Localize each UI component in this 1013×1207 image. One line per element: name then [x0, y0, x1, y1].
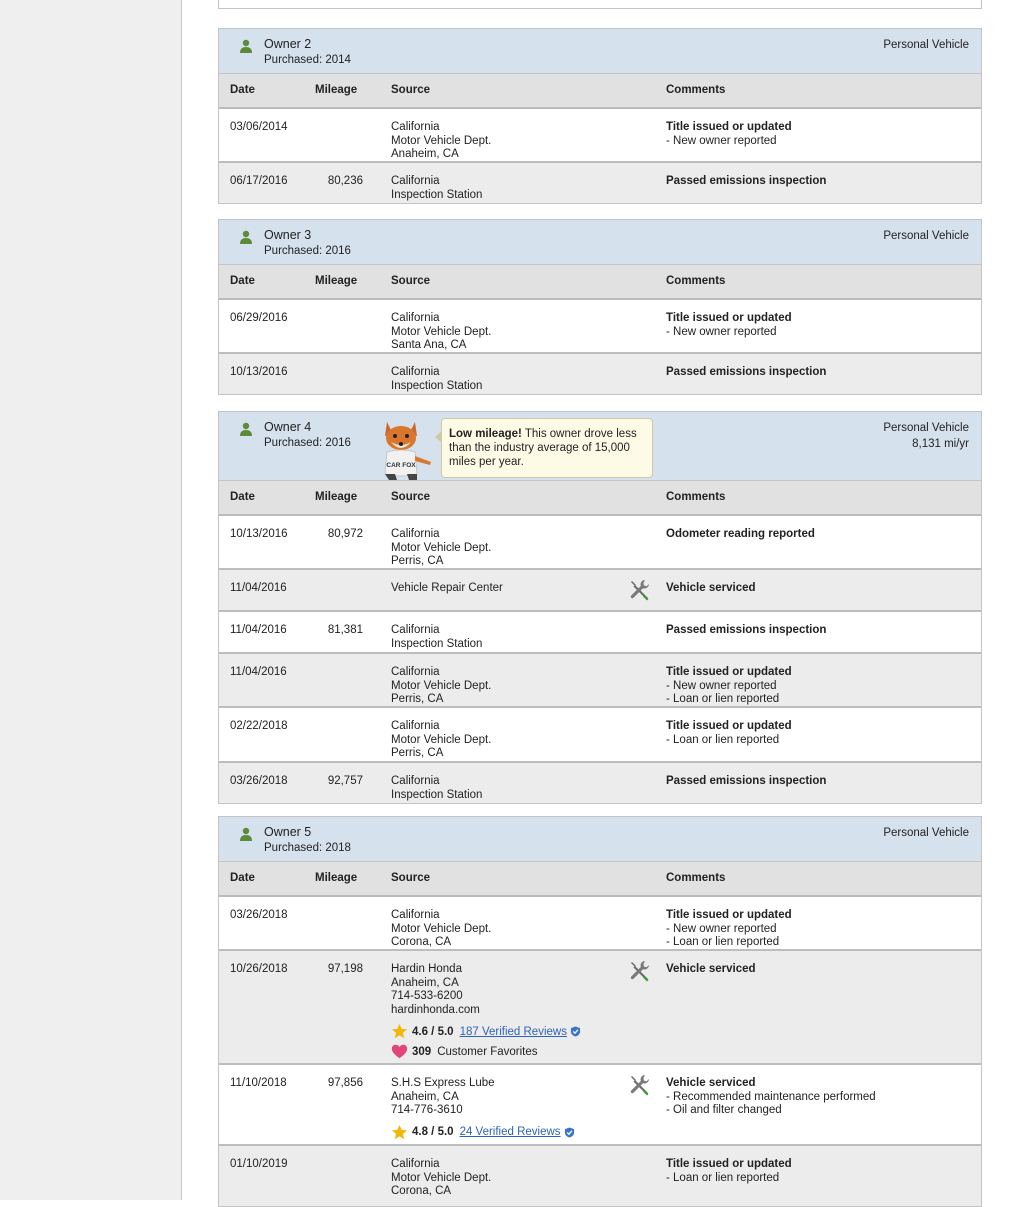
- owner-title: Owner 2: [264, 37, 312, 51]
- source-line: Hardin Honda: [391, 963, 462, 975]
- source-line: California: [391, 366, 440, 378]
- source-line: California: [391, 528, 440, 540]
- column-header-comments: Comments: [666, 872, 726, 884]
- owner-block: [218, 816, 982, 1207]
- vehicle-type-label: Personal Vehicle: [883, 422, 969, 434]
- row-date: 06/29/2016: [230, 312, 288, 324]
- row-date: 11/10/2018: [230, 1077, 287, 1089]
- history-row: [219, 897, 981, 951]
- column-header-comments: Comments: [666, 84, 726, 96]
- row-source: [391, 121, 491, 162]
- source-line: Santa Ana, CA: [391, 339, 467, 351]
- vehicle-type: [883, 420, 969, 452]
- source-line: California: [391, 121, 440, 133]
- wrench-screwdriver-icon: [628, 1073, 652, 1097]
- row-source: [391, 312, 491, 353]
- column-header-row: [219, 481, 981, 516]
- row-date: 10/13/2016: [230, 528, 288, 540]
- low-mileage-tooltip: [441, 418, 653, 478]
- left-gutter: [0, 0, 182, 1200]
- row-source: [391, 963, 581, 1060]
- comment-title: Passed emissions inspection: [666, 775, 827, 787]
- owner-purchased: Purchased: 2014: [264, 54, 351, 66]
- vehicle-type-label: Personal Vehicle: [883, 39, 969, 51]
- history-row: [219, 109, 981, 163]
- column-header-date: Date: [230, 275, 255, 287]
- row-comments: [666, 366, 826, 380]
- verified-badge-icon: [564, 1127, 575, 1138]
- row-source: [391, 775, 482, 802]
- column-header-mileage: Mileage: [315, 872, 358, 884]
- vehicle-type-label: Personal Vehicle: [883, 827, 969, 839]
- comment-title: Passed emissions inspection: [666, 624, 827, 636]
- row-source: [391, 528, 491, 569]
- source-line: 714-776-3610: [391, 1104, 463, 1116]
- tooltip-title: Low mileage!: [449, 428, 522, 440]
- row-date: 01/10/2019: [230, 1158, 288, 1170]
- comment-line: - New owner reported: [666, 679, 777, 692]
- person-icon: [239, 422, 253, 436]
- row-date: 03/06/2014: [230, 121, 288, 133]
- row-comments: [666, 963, 756, 977]
- comment-line: - Loan or lien reported: [666, 693, 780, 705]
- shop-rating: [391, 1124, 575, 1141]
- source-line: California: [391, 1158, 440, 1170]
- column-header-source: Source: [391, 84, 430, 96]
- vehicle-type: [883, 825, 969, 841]
- previous-owner-block-end: [218, 0, 982, 9]
- column-header-source: Source: [391, 872, 430, 884]
- source-line: California: [391, 312, 440, 324]
- comment-line: - Recommended maintenance performed: [666, 1090, 876, 1103]
- history-row: [219, 354, 981, 394]
- owner-purchased: Purchased: 2016: [264, 437, 351, 449]
- row-comments: [666, 1077, 876, 1118]
- source-line: Motor Vehicle Dept.: [391, 1171, 492, 1184]
- history-row: [219, 570, 981, 612]
- comment-title: Title issued or updated: [666, 666, 792, 678]
- row-source: [391, 1077, 575, 1141]
- heart-icon: [391, 1043, 408, 1060]
- column-header-mileage: Mileage: [315, 275, 358, 287]
- row-comments: [666, 775, 826, 789]
- source-line: Inspection Station: [391, 788, 483, 801]
- source-line: Perris, CA: [391, 555, 444, 567]
- source-line: Motor Vehicle Dept.: [391, 134, 492, 147]
- source-line: Inspection Station: [391, 379, 483, 392]
- owner-block: [218, 411, 982, 804]
- source-line: Perris, CA: [391, 693, 444, 705]
- comment-title: Vehicle serviced: [666, 963, 756, 975]
- customer-favorites: [391, 1043, 581, 1060]
- source-line: California: [391, 666, 440, 678]
- row-comments: [666, 528, 815, 542]
- owner-title: Owner 5: [264, 825, 312, 839]
- verified-badge-icon: [570, 1026, 581, 1037]
- star-icon: [391, 1124, 408, 1141]
- history-row: [219, 1146, 981, 1206]
- owner-header: [219, 29, 981, 74]
- row-date: 02/22/2018: [230, 720, 288, 732]
- source-line: hardinhonda.com: [391, 1003, 480, 1016]
- column-header-row: [219, 862, 981, 897]
- source-line: California: [391, 775, 440, 787]
- column-header-date: Date: [230, 491, 255, 503]
- verified-reviews-link[interactable]: 187 Verified Reviews: [459, 1025, 567, 1038]
- row-comments: [666, 175, 826, 189]
- source-line: Anaheim, CA: [391, 1090, 459, 1103]
- row-mileage: 80,972: [327, 528, 363, 540]
- column-header-source: Source: [391, 275, 430, 287]
- row-source: [391, 366, 482, 393]
- comment-title: Title issued or updated: [666, 312, 792, 324]
- comment-title: Odometer reading reported: [666, 528, 815, 540]
- row-source: [391, 666, 491, 707]
- comment-title: Passed emissions inspection: [666, 366, 827, 378]
- rating-value: 4.6 / 5.0: [412, 1025, 454, 1038]
- source-line: Motor Vehicle Dept.: [391, 922, 492, 935]
- row-date: 10/26/2018: [230, 963, 288, 975]
- wrench-screwdriver-icon: [628, 578, 652, 602]
- row-date: 06/17/2016: [230, 175, 288, 187]
- owner-title: Owner 3: [264, 228, 312, 242]
- mileage-per-year: 8,131 mi/yr: [912, 438, 969, 450]
- column-header-mileage: Mileage: [315, 491, 358, 503]
- favorites-label: Customer Favorites: [437, 1045, 538, 1058]
- source-line: California: [391, 624, 440, 636]
- verified-reviews-link[interactable]: 24 Verified Reviews: [459, 1126, 561, 1138]
- row-date: 03/26/2018: [230, 775, 288, 787]
- vehicle-type: [883, 37, 969, 53]
- row-comments: [666, 121, 792, 148]
- history-row: [219, 516, 981, 570]
- source-line: Corona, CA: [391, 936, 452, 948]
- person-icon: [239, 230, 253, 244]
- wrench-screwdriver-icon: [628, 959, 652, 983]
- source-line: S.H.S Express Lube: [391, 1077, 495, 1089]
- vehicle-type-label: Personal Vehicle: [883, 230, 969, 242]
- owner-header: [219, 220, 981, 265]
- history-row: [219, 300, 981, 354]
- owner-purchased: Purchased: 2016: [264, 245, 351, 257]
- source-line: Anaheim, CA: [391, 148, 459, 160]
- history-row: [219, 708, 981, 763]
- comment-line: - Loan or lien reported: [666, 733, 780, 746]
- source-line: Motor Vehicle Dept.: [391, 679, 492, 692]
- row-comments: [666, 312, 792, 339]
- row-source: [391, 720, 491, 761]
- row-mileage: 97,198: [327, 963, 363, 975]
- history-row: [219, 654, 981, 708]
- comment-title: Title issued or updated: [666, 909, 792, 921]
- shop-rating: [391, 1023, 581, 1040]
- vehicle-type: [883, 228, 969, 244]
- column-header-date: Date: [230, 84, 255, 96]
- history-row: [219, 612, 981, 654]
- comment-title: Title issued or updated: [666, 1158, 792, 1170]
- owner-title: Owner 4: [264, 420, 312, 434]
- row-mileage: 97,856: [327, 1077, 363, 1089]
- row-source: [391, 624, 482, 651]
- source-line: Perris, CA: [391, 747, 444, 759]
- comment-line: - New owner reported: [666, 325, 777, 338]
- person-icon: [239, 39, 253, 53]
- comment-line: - Oil and filter changed: [666, 1104, 782, 1116]
- source-line: Inspection Station: [391, 188, 483, 201]
- comment-line: - New owner reported: [666, 922, 777, 935]
- source-line: Inspection Station: [391, 637, 483, 650]
- rating-value: 4.8 / 5.0: [412, 1126, 454, 1138]
- row-date: 11/04/2016: [230, 582, 287, 594]
- source-line: Anaheim, CA: [391, 976, 459, 989]
- row-date: 03/26/2018: [230, 909, 288, 921]
- history-row: [219, 951, 981, 1065]
- comment-title: Title issued or updated: [666, 121, 792, 133]
- person-icon: [239, 827, 253, 841]
- source-line: California: [391, 720, 440, 732]
- comment-line: - Loan or lien reported: [666, 1171, 780, 1184]
- carfox-shirt-text: CAR FOX: [386, 462, 416, 469]
- source-line: California: [391, 175, 440, 187]
- source-line: 714-533-6200: [391, 990, 463, 1002]
- row-comments: [666, 909, 792, 950]
- source-line: Motor Vehicle Dept.: [391, 541, 492, 554]
- tooltip-text: This owner drove less than the industry average of 15,000 miles per year.: [449, 428, 637, 468]
- source-line: Vehicle Repair Center: [391, 582, 503, 594]
- column-header-row: [219, 265, 981, 300]
- comment-title: Vehicle serviced: [666, 1077, 756, 1089]
- history-row: [219, 1065, 981, 1146]
- source-line: Corona, CA: [391, 1185, 452, 1197]
- source-line: Motor Vehicle Dept.: [391, 733, 492, 746]
- column-header-comments: Comments: [666, 491, 726, 503]
- comment-title: Title issued or updated: [666, 720, 792, 732]
- row-date: 10/13/2016: [230, 366, 288, 378]
- favorites-count: 309: [412, 1045, 432, 1058]
- row-comments: [666, 666, 792, 707]
- row-source: [391, 582, 503, 596]
- column-header-source: Source: [391, 491, 430, 503]
- owner-block: [218, 28, 982, 204]
- row-comments: [666, 582, 756, 596]
- column-header-comments: Comments: [666, 275, 726, 287]
- column-header-mileage: Mileage: [315, 84, 358, 96]
- row-date: 11/04/2016: [230, 666, 287, 678]
- row-date: 11/04/2016: [230, 624, 287, 636]
- owner-purchased: Purchased: 2018: [264, 842, 351, 854]
- row-source: [391, 1158, 491, 1199]
- comment-line: - New owner reported: [666, 134, 777, 147]
- row-comments: [666, 1158, 792, 1185]
- comment-line: - Loan or lien reported: [666, 936, 780, 948]
- history-row: [219, 763, 981, 803]
- owner-header: [219, 412, 981, 481]
- column-header-date: Date: [230, 872, 255, 884]
- row-comments: [666, 624, 826, 638]
- row-source: [391, 175, 482, 202]
- source-line: Motor Vehicle Dept.: [391, 325, 492, 338]
- history-row: [219, 163, 981, 203]
- owner-block: [218, 219, 982, 395]
- row-source: [391, 909, 491, 950]
- row-comments: [666, 720, 792, 747]
- carfox-mascot-icon: [375, 416, 433, 480]
- star-icon: [391, 1023, 408, 1040]
- column-header-row: [219, 74, 981, 109]
- comment-title: Vehicle serviced: [666, 582, 756, 594]
- row-mileage: 80,236: [327, 175, 363, 187]
- comment-title: Passed emissions inspection: [666, 175, 827, 187]
- row-mileage: 81,381: [327, 624, 363, 636]
- row-mileage: 92,757: [327, 775, 363, 787]
- owner-header: [219, 817, 981, 862]
- source-line: California: [391, 909, 440, 921]
